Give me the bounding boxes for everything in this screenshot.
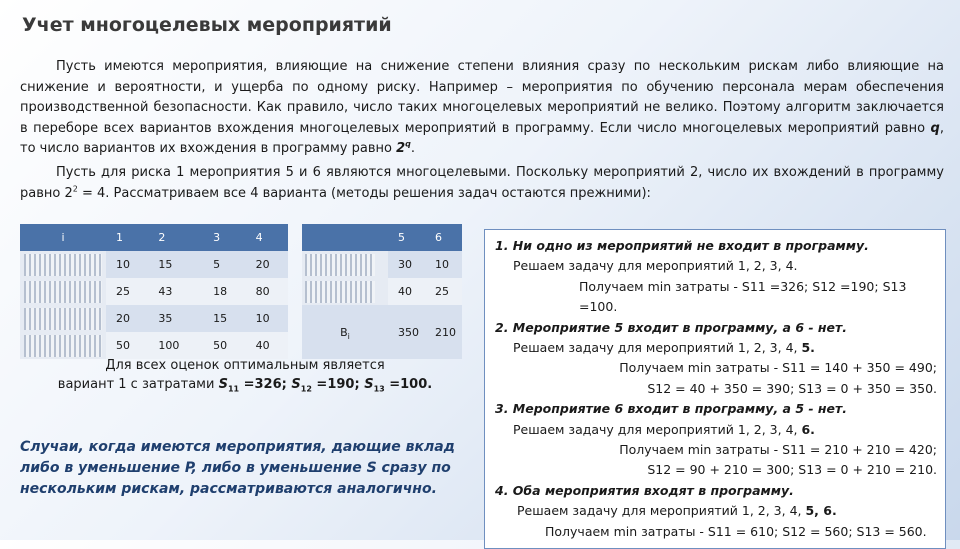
header-cell-blank xyxy=(302,224,388,251)
table-cell: 50 xyxy=(106,332,148,359)
example-end: = 4. Рассматриваем все 4 варианта (методы решения задач остаются прежними): xyxy=(77,185,651,201)
intro-mid: , то число вариантов их вхождения в программу равно xyxy=(20,120,944,156)
table-row xyxy=(302,251,462,278)
variants-box xyxy=(484,229,946,549)
header-cell-5: 5 xyxy=(388,224,425,251)
table-row xyxy=(20,278,288,305)
variant-4-result: Получаем min затраты - S11 = 610; S12 = 560; S13 = 560. xyxy=(545,523,927,539)
table-cell: 100 xyxy=(148,332,203,359)
variant-2-text xyxy=(495,338,937,358)
variant-4-text-a: Решаем задачу для мероприятий 1, 2, 3, 4, xyxy=(517,503,806,519)
table-cell: 50 xyxy=(203,332,245,359)
formula-thumbnail xyxy=(20,305,106,332)
header-cell-4: 4 xyxy=(246,224,288,251)
b-label-cell xyxy=(302,305,388,359)
table-row xyxy=(20,305,288,332)
power-exp: q xyxy=(405,139,411,149)
variant-3-text-a: Решаем задачу для мероприятий 1, 2, 3, 4, xyxy=(513,421,802,437)
table-row xyxy=(302,305,462,359)
variant-2-text-a: Решаем задачу для мероприятий 1, 2, 3, 4, xyxy=(513,340,802,356)
variant-1-text: Решаем задачу для мероприятий 1, 2, 3, 4. xyxy=(513,258,798,274)
table-cell: 35 xyxy=(148,305,203,332)
variant-1-result: Получаем min затраты - S11 =326; S12 =190; S13 =100. xyxy=(579,278,907,315)
table-cell: 350 xyxy=(388,305,425,359)
variant-4-heading: 4. Оба мероприятия входят в программу. xyxy=(495,482,794,498)
cases-note: Случаи, когда имеются мероприятия, дающие вклад либо в уменьшение P, либо в уменьшение S сразу по нескольким рискам, рассматриваются аналогично. xyxy=(20,439,455,497)
example-exp: 2 xyxy=(72,184,78,194)
formula-thumbnail xyxy=(302,278,388,305)
table-cell: 25 xyxy=(425,278,462,305)
table-cell: 10 xyxy=(246,305,288,332)
note-line1: Для всех оценок оптимальным является xyxy=(105,358,385,373)
example-text: Пусть для риска 1 мероприятия 5 и 6 являются многоцелевыми. Поскольку мероприятий 2, число их вхождений в программу равно 2 xyxy=(20,165,944,201)
variant-4-text-b: 5, 6. xyxy=(805,503,837,519)
header-cell-i: i xyxy=(20,224,106,251)
header-cell-2: 2 xyxy=(148,224,203,251)
variant-2-text-b: 5. xyxy=(801,340,815,356)
variant-2-heading: 2. Мероприятие 5 входит в программу, а 6 - нет. xyxy=(495,319,848,335)
header-cell-6: 6 xyxy=(425,224,462,251)
note-s13: =100. xyxy=(389,377,433,392)
table-cell: 40 xyxy=(246,332,288,359)
b-sub: i xyxy=(347,331,350,341)
table-cell: 15 xyxy=(148,251,203,278)
table-cell: 20 xyxy=(246,251,288,278)
note-line2: вариант 1 с затратами $S_{11} =326$; $S_{12} =190$; $S_{13} =100$. xyxy=(57,377,433,394)
table-cell: 10 xyxy=(106,251,148,278)
table-header-row xyxy=(302,224,462,251)
variant-2-result-b: S12 = 40 + 350 = 390; S13 = 0 + 350 = 350. xyxy=(647,380,937,396)
table-row xyxy=(20,251,288,278)
variant-3-text xyxy=(495,420,937,440)
intro-paragraph xyxy=(20,57,944,160)
table-header-row xyxy=(20,224,288,251)
note-s12: =190; xyxy=(316,377,365,392)
var-q: q xyxy=(930,120,940,136)
table-cell: 5 xyxy=(203,251,245,278)
table-cell: 30 xyxy=(388,251,425,278)
table-cell: 25 xyxy=(106,278,148,305)
table-row xyxy=(302,278,462,305)
page-title: Учет многоцелевых мероприятий xyxy=(22,14,392,36)
table-cell: 210 xyxy=(425,305,462,359)
note-s11: =326; xyxy=(243,377,292,392)
variant-4-text xyxy=(495,501,937,521)
measures-table-left xyxy=(20,224,288,359)
optimal-note xyxy=(20,356,470,394)
formula-thumbnail xyxy=(20,251,106,278)
variant-1-heading: 1. Ни одно из мероприятий не входит в программу. xyxy=(495,238,869,253)
table-cell: 15 xyxy=(203,305,245,332)
variant-3-result-a: Получаем min затраты - S11 = 210 + 210 = 420; xyxy=(619,442,937,458)
table-cell: 20 xyxy=(106,305,148,332)
intro-end: . xyxy=(410,141,416,156)
header-cell-3: 3 xyxy=(203,224,245,251)
variant-3-heading: 3. Мероприятие 6 входит в программу, а 5 - нет. xyxy=(495,401,848,417)
formula-thumbnail xyxy=(302,251,388,278)
power-base: 2 xyxy=(396,141,406,156)
intro-text: Пусть имеются мероприятия, влияющие на снижение степени влияния сразу по нескольким рискам либо влияющие на снижение и вероятности, и ущерба по одному риску. Например – мероприятия по обучению персонала мерам обеспечения производственной безопасности. Как правило, число таких многоцелевых мероприятий не велико. Поэтому алгоритм заключается в переборе всех вариантов вхождения многоцелевых мероприятий в программу. Если число многоцелевых мероприятий равно xyxy=(20,59,944,136)
variant-2-result-a: Получаем min затраты - S11 = 140 + 350 = 490; xyxy=(619,360,937,376)
formula-thumbnail xyxy=(20,278,106,305)
table-cell: 80 xyxy=(246,278,288,305)
measures-table-right xyxy=(302,224,462,359)
table-row xyxy=(20,332,288,359)
note-prefix: вариант 1 с затратами xyxy=(57,377,219,392)
table-cell: 18 xyxy=(203,278,245,305)
header-cell-1: 1 xyxy=(106,224,148,251)
b-label: B xyxy=(340,325,348,339)
formula-thumbnail xyxy=(20,332,106,359)
example-paragraph xyxy=(20,163,944,204)
variant-3-text-b: 6. xyxy=(801,421,815,437)
table-cell: 40 xyxy=(388,278,425,305)
table-cell: 43 xyxy=(148,278,203,305)
table-cell: 10 xyxy=(425,251,462,278)
variant-3-result-b: S12 = 90 + 210 = 300; S13 = 0 + 210 = 210. xyxy=(647,462,937,478)
